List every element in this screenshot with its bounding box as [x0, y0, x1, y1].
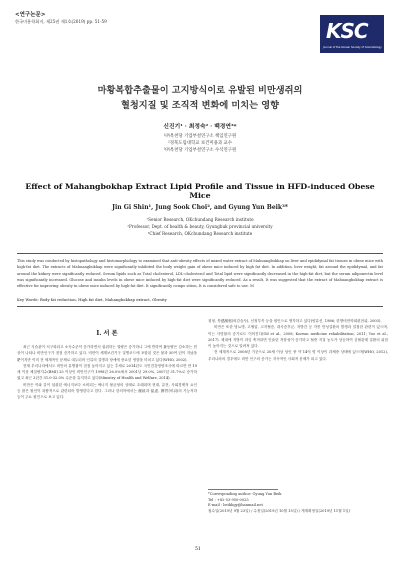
abstract-text: This study was conducted by histopathology and histomorphology to examined that anti-obesity effects of mixed water extract of Mahuangbokhap on liver and epididymal fat tissues in obese mice with high-fat diet. The extracts of Mahuangbokhap were significantly inhibited the body weight gain of obese mice induced by high fat diet. In addition, liver weight, fat around the epididymal, and fat around the kidney were significantly reduced. Serum lipids such as Total cholesterol, LDL-cholesterol and Total lipid were significantly decreased in the high-fat diet, but the serum adiponectin level was significantly increased. Glucose and insulin levels in obese mice induced by high-fat diet were significantly reduced. As a result, It was suggested that the extract of Mahuangbokhap extract is effective for improving obesity in obese mice induced by high-fat diet. It significantly compo sition, It is considered safe to use. M — [17, 259, 383, 289]
english-affiliation: ²Professor, Dept. of health & beauty, Gyungbuk provincial university — [127, 224, 273, 229]
korean-affiliation: ³㈜옥천당 기업부설연구소 수석연구원 — [163, 148, 237, 153]
korean-affiliation: ¹㈜옥천당 기업부설연구소 책임연구원 — [163, 134, 237, 139]
english-affiliation: ³Chief Research, OKchundang Research institute — [147, 231, 253, 236]
journal-logo-mark: KSC — [326, 19, 368, 43]
body-paragraph: 전 세계적으로 2008년 기준으로 20세 이상 성인 중 약 14억 명 이상이 과체중 상태에 있으며(WHO, 2012), 우리나라의 경우에도 비만 인구의 증가는 지속적인 사회적 문제가 되고 있다. — [208, 350, 388, 361]
journal-logo — [320, 15, 384, 53]
right-column — [208, 318, 388, 362]
korean-affiliations — [90, 133, 310, 154]
page-number: 51 — [195, 547, 201, 552]
submission-dates: 접수일(2019년 9월 23일) / 수정일(2019년 10월 15일) / 게재확정일(2019년 11월 1일) — [208, 508, 350, 513]
abstract-bottom-rule — [17, 306, 383, 307]
section-heading-introduction: Ⅰ. 서 론 — [96, 330, 118, 337]
english-title: Effect of Mahangbokhap Extract Lipid Profile and Tissue in HFD-induced Obese Mice — [25, 182, 375, 200]
journal-citation: 한국미용학회지, 제25권 제1호(2019) pp. 51-59 — [15, 19, 107, 24]
footnote-rule — [208, 489, 278, 490]
korean-title-line-2: 혈청지질 및 조직적 변화에 미치는 영향 — [121, 100, 279, 111]
body-paragraph: 현재 우리나라에서도 비만의 유병률이 점점 높아지고 있는 추세로 2014년도 국민건강영양조사에 따르면 만 19세 이상 체질량지수(BMI) 25 이상인 비만인구가 1998년 26.0%에서 2001년 29.0%, 2007년 31.7%로 증가하였고 최근 3년간 31.0-32.0% 수준을 유지하고 있다(Ministry of Health and Welfare, 2014). — [17, 363, 197, 381]
english-affiliation: ¹Senior Research, OKchundang Research institute — [146, 217, 254, 222]
korean-authors: 신진기¹ · 최정숙² · 백경연³* — [163, 124, 237, 130]
korean-affiliation: ²경북도립대학교 보건미용과 교수 — [168, 141, 232, 146]
english-affiliations — [100, 216, 360, 237]
corresponding-tel: Tel : +82-53-950-0025 — [208, 497, 249, 502]
keywords: Key Words: Body fat reduction, High fat diet, Mahangbokhap extract, Obesity — [17, 297, 167, 302]
article-type-tag: <연구논문> — [15, 12, 46, 18]
journal-logo-subtitle: Journal of the Korean Society of Cosmetology — [323, 46, 382, 49]
abstract-top-rule — [17, 253, 383, 254]
body-paragraph: 최근 식습관이 서구화되고 소득수준이 증가하면서 섭취하는 열량은 증가하나 그에 반하여 활동량은 감소하는 현상이 나타나 비만인구가 점점 증가하고 있다. 비만이 세계보건기구 질병코드에 포함된 것은 불과 50여 년이 지났을 뿐이지만 이미 전 세계적인 문제로 대두되어 인류의 질병과 장애에 중요한 영향을 미치고 있다(WHO, 2002). — [17, 345, 197, 362]
corresponding-email: E-mail : beikhgy@hanmail.net — [208, 503, 263, 508]
footnote — [208, 492, 388, 514]
corresponding-author: *Corresponding author: Gyung Yun Beik — [208, 492, 282, 496]
left-column — [17, 344, 197, 401]
korean-title-line-1: 마황복합추출물이 고지방식이로 유발된 비만생쥐의 — [97, 85, 303, 96]
body-paragraph: 침형, 外感濕邪(외감습사), 신정부족 등을 원인으로 생각하고 있다(양유신, 1986; 한방비만학회편찬위, 2003). — [208, 319, 382, 323]
body-paragraph: 비만은 또한 당뇨병, 고혈압, 고지혈증, 대사증후군, 지방간 등 각종 만성질환의 발생과 밀접한 관련이 있으며, 이는 사망률의 증가로도 이어진다(Gil et al., 2008; Korean medicine rehabilitation, 2011; Yoo et al., 2017). 체내에 지방이 과잉 축적되면 인슐린 저항성이 증가하고 혈중 지질 농도가 상승하여 심혈관계 질환의 위험이 높아지는 것으로 알려져 있다. — [208, 325, 388, 349]
english-authors: Jin Gi Shin¹, Jung Sook Choi², and Gyung Yun Beik³* — [112, 204, 288, 211]
body-paragraph: 비만은 이와 같이 섭취된 에너지보다 소비되는 에너지 불균형의 상태로 초래되며 현대, 유전, 사회경제적 요인 등 많은 원인이 복합적으로 관련되어 발생한다고 한다. 그러나 한의학에서는 濕痰과 氣虛, 脾胃(비위)의 기능저하 등이 주요 원인으로 보고 있다. — [17, 382, 197, 400]
